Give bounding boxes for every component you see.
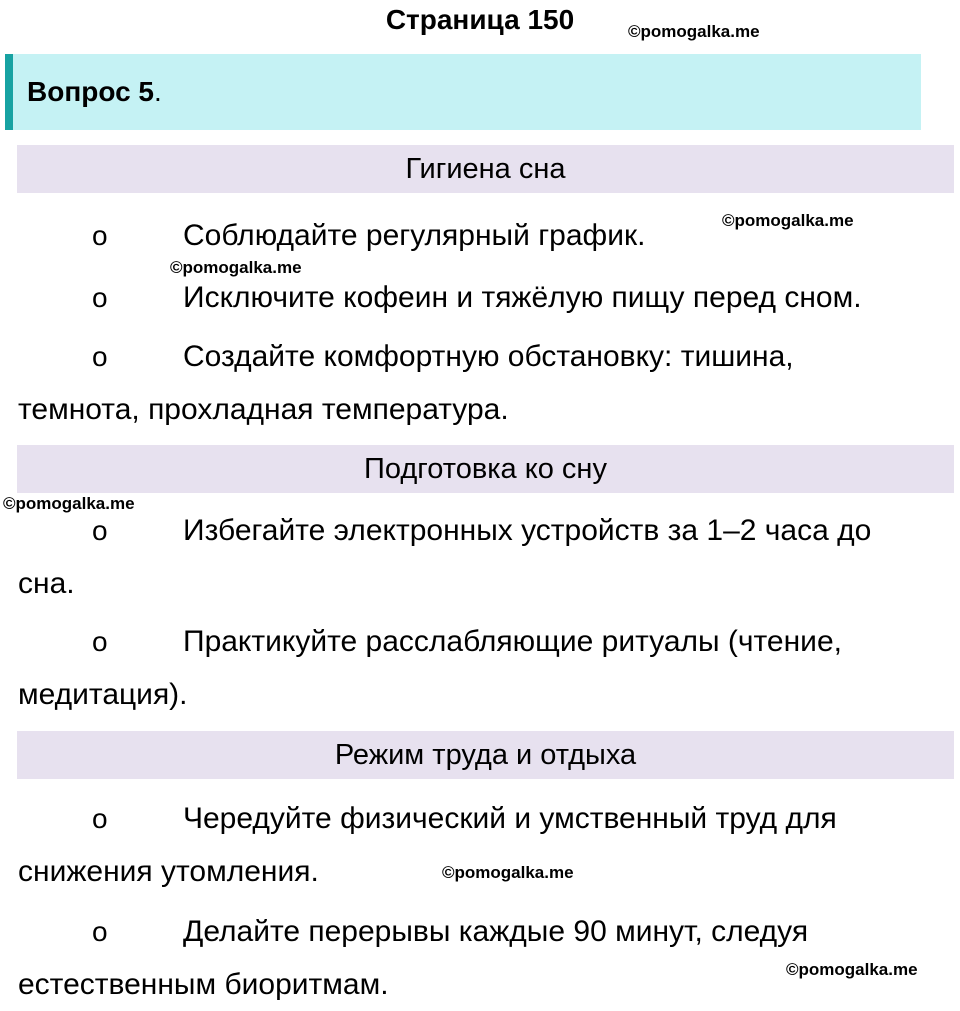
bullet-icon: o <box>92 341 108 372</box>
bullet-icon: o <box>92 515 108 546</box>
watermark: ©pomogalka.me <box>628 22 760 41</box>
bullet-icon: o <box>92 626 108 657</box>
list-item-text: Исключите кофеин и тяжёлую пищу перед сном. <box>183 281 862 314</box>
question-suffix: . <box>154 76 162 107</box>
bullet-icon: o <box>92 282 108 313</box>
section-header-work-rest-regime: Режим труда и отдыха <box>17 731 954 779</box>
list-item <box>18 905 878 1011</box>
page-title: Страница 150 <box>385 4 575 35</box>
watermark: ©pomogalka.me <box>786 960 918 979</box>
watermark: ©pomogalka.me <box>442 863 574 882</box>
question-number: Вопрос 5 <box>27 76 154 107</box>
bullet-icon: o <box>92 220 108 251</box>
list-item-text: Делайте перерывы каждые 90 минут, следуя естественным биоритмам. <box>18 915 809 1001</box>
list-item <box>18 615 898 721</box>
list-item <box>18 209 938 262</box>
question-box <box>5 54 921 130</box>
bullet-icon: o <box>92 803 108 834</box>
list-item-text: Избегайте электронных устройств за 1–2 часа до сна. <box>18 514 872 600</box>
list-item-text: Чередуйте физический и умственный труд для снижения утомления. <box>18 802 837 888</box>
section-header-sleep-hygiene: Гигиена сна <box>17 145 954 193</box>
list-item <box>18 330 848 436</box>
section-header-sleep-preparation: Подготовка ко сну <box>17 445 954 493</box>
list-item-text: Создайте комфортную обстановку: тишина, темнота, прохладная температура. <box>18 340 794 426</box>
watermark: ©pomogalka.me <box>3 494 135 513</box>
list-item-text: Практикуйте расслабляющие ритуалы (чтение, медитация). <box>18 625 842 711</box>
list-item-text: Соблюдайте регулярный график. <box>183 219 646 252</box>
question-label <box>27 74 162 110</box>
watermark: ©pomogalka.me <box>722 211 854 230</box>
watermark: ©pomogalka.me <box>170 258 302 277</box>
list-item <box>18 271 938 324</box>
list-item <box>18 504 928 610</box>
bullet-icon: o <box>92 916 108 947</box>
